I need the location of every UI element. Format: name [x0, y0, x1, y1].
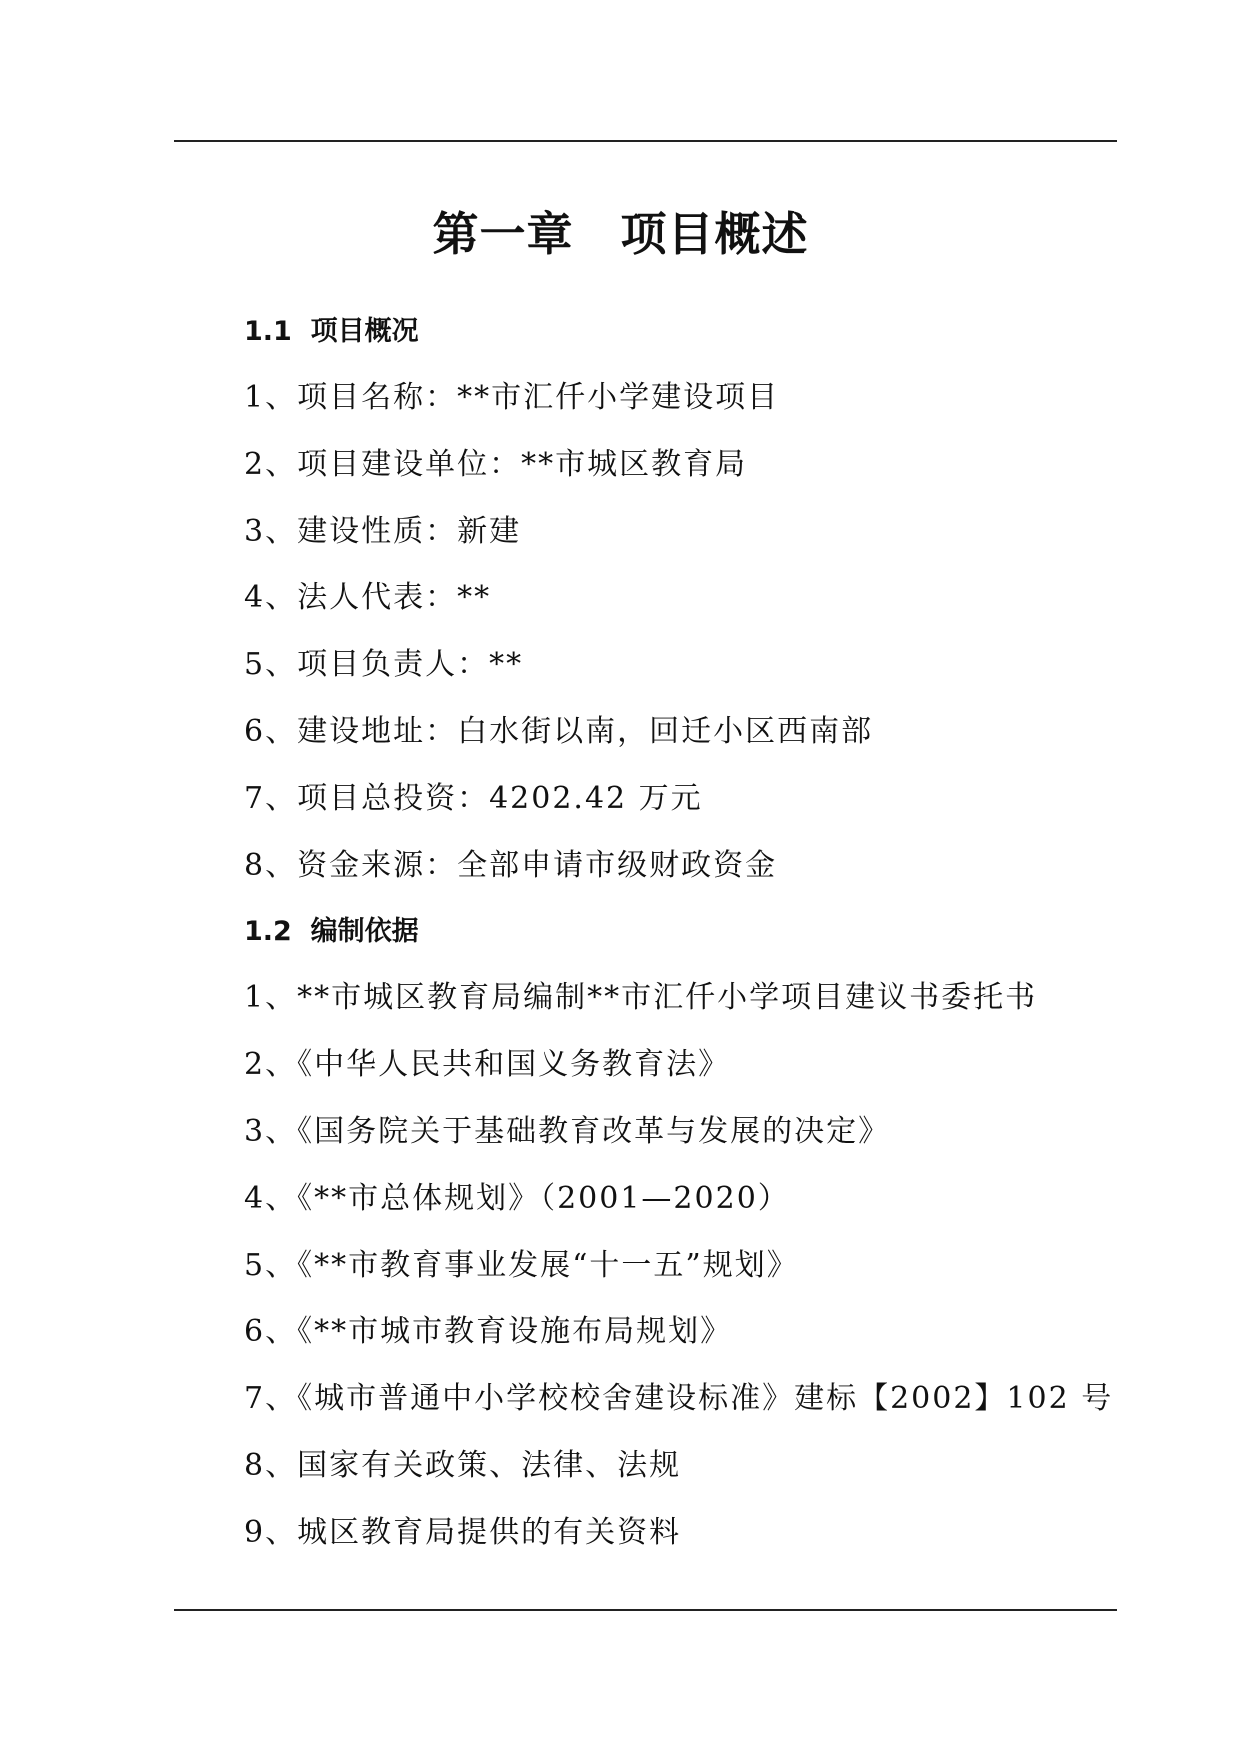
list-item: 5、《**市教育事业发展“十一五”规划》 [244, 1247, 799, 1283]
list-item: 8、国家有关政策、法律、法规 [244, 1447, 682, 1483]
list-item: 4、《**市总体规划》（2001—2020） [244, 1180, 790, 1216]
footer-rule [174, 1609, 1117, 1611]
list-item: 7、项目总投资：4202.42 万元 [244, 780, 703, 816]
section-heading-overview: 1.1 项目概况 [244, 316, 419, 347]
list-item: 9、城区教育局提供的有关资料 [244, 1514, 682, 1550]
document-body [244, 312, 1124, 1580]
section-heading-basis: 1.2 编制依据 [244, 916, 419, 948]
list-item: 3、《国务院关于基础教育改革与发展的决定》 [244, 1113, 891, 1149]
chapter-title: 第一章 项目概述 [432, 207, 809, 261]
list-item: 8、资金来源：全部申请市级财政资金 [244, 847, 778, 883]
list-item: 1、**市城区教育局编制**市汇仟小学项目建议书委托书 [244, 980, 1038, 1016]
list-item: 2、项目建设单位：**市城区教育局 [244, 446, 748, 482]
list-item: 4、法人代表：** [244, 580, 492, 616]
list-item: 3、建设性质：新建 [244, 513, 522, 549]
list-item: 6、建设地址：白水街以南，回迁小区西南部 [244, 713, 874, 749]
list-item: 5、项目负责人：** [244, 647, 524, 683]
header-rule [174, 140, 1117, 142]
list-item: 7、《城市普通中小学校校舍建设标准》建标【2002】102 号 [244, 1381, 1114, 1417]
list-item: 2、《中华人民共和国义务教育法》 [244, 1047, 731, 1083]
list-item: 6、《**市城市教育设施布局规划》 [244, 1314, 733, 1350]
list-item: 1、项目名称：**市汇仟小学建设项目 [244, 380, 780, 415]
